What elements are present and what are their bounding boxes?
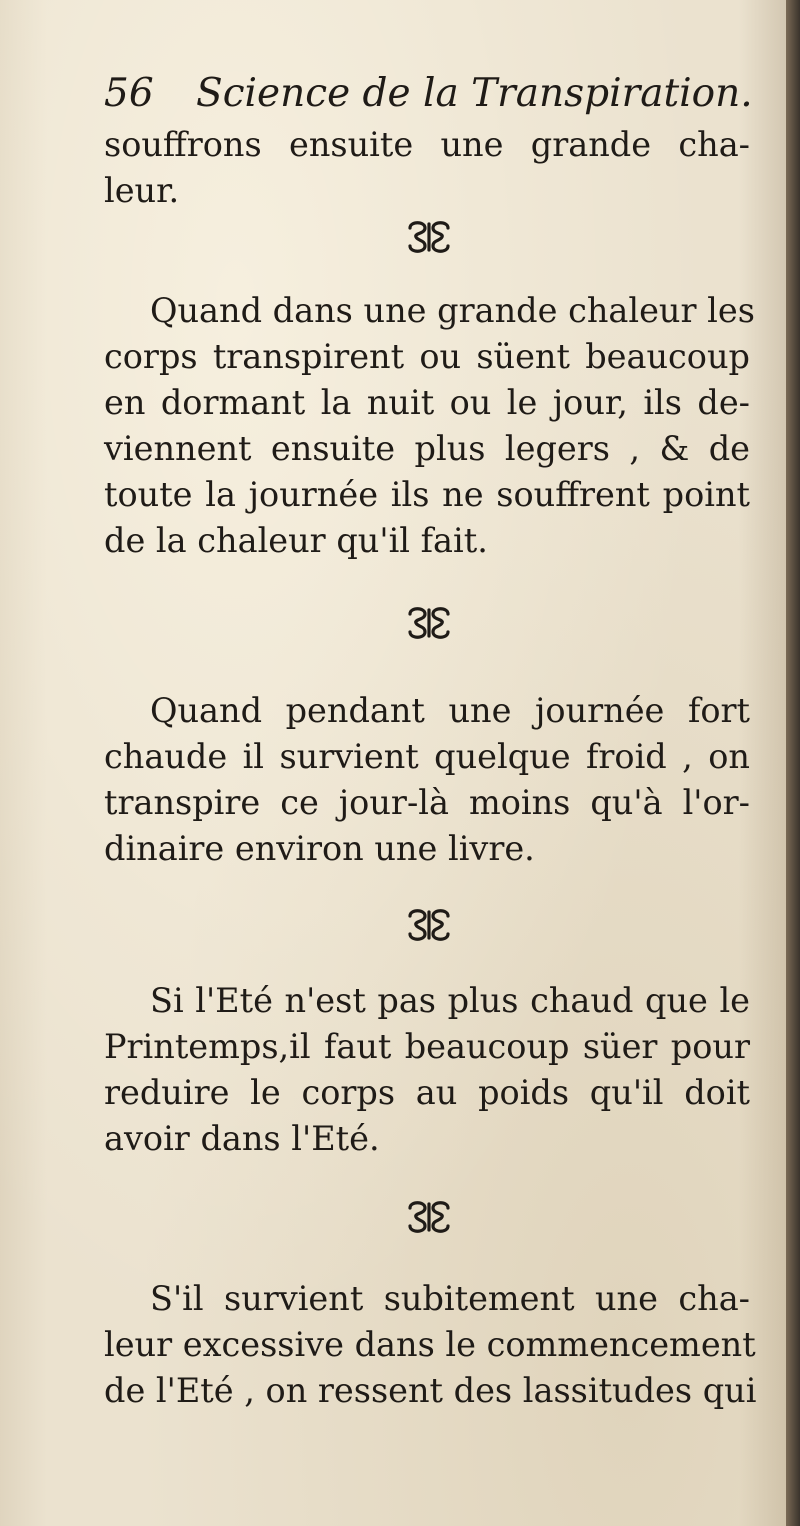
text-line: leur. (104, 171, 180, 210)
fleuron-ornament-icon (404, 906, 454, 944)
text-line: en dormant la nuit ou le jour, ils de- (104, 383, 750, 422)
page-edge-shadow (786, 0, 800, 1526)
text-line: viennent ensuite plus legers , & de (104, 429, 750, 468)
fleuron-ornament-icon (404, 1198, 454, 1236)
text-line: transpire ce jour-là moins qu'à l'or- (104, 783, 750, 822)
text-line: Quand pendant une journée fort (150, 691, 750, 730)
text-line: corps transpirent ou süent beaucoup (104, 337, 750, 376)
text-line: reduire le corps au poids qu'il doit (104, 1073, 750, 1112)
fleuron-ornament-icon (404, 218, 454, 256)
text-line: Quand dans une grande chaleur les (150, 291, 755, 330)
text-line: de la chaleur qu'il fait. (104, 521, 488, 560)
text-line: souffrons ensuite une grande cha- (104, 125, 750, 164)
page-number: 56 (104, 71, 154, 116)
fleuron-ornament-icon (404, 604, 454, 642)
running-head (104, 66, 764, 122)
text-line: dinaire environ une livre. (104, 829, 535, 868)
text-line: de l'Eté , on ressent des lassitudes qui (104, 1371, 757, 1410)
text-line: avoir dans l'Eté. (104, 1119, 380, 1158)
text-line: chaude il survient quelque froid , on (104, 737, 750, 776)
text-line: toute la journée ils ne souffrent point (104, 475, 750, 514)
text-line: S'il survient subitement une cha- (150, 1279, 750, 1318)
text-line: leur excessive dans le commencement (104, 1325, 756, 1364)
text-line: Printemps,il faut beaucoup süer pour (104, 1027, 750, 1066)
running-title: Science de la Transpiration. (196, 71, 753, 116)
text-line: Si l'Eté n'est pas plus chaud que le (150, 981, 750, 1020)
